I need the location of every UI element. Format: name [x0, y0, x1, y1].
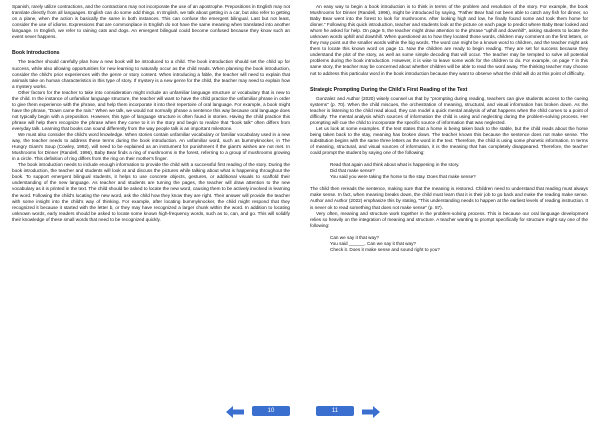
right-paragraph-2: Gonzalez and Author (2020) wisely counsel us that by "prompting during reading, teachers can give students access to the cueing systems" (p. 70). When the child miscues, the orchestration of meaning, structural, and visual information has broken down. As the teacher is listening to the child read aloud, they can model a quick mental analysis of what happens when the child comes to a point of difficulty. The mental analysis which sources of information the child is using and neglecting during the problem-solving process. Her prompting will cue the child to incorporate the specific source of information that was neglected.	[310, 95, 588, 125]
right-paragraph-4: The child then rereads the sentence, making sure that the meaning is restored. Children need to understand that reading must always make sense. In fact, when meaning breaks down, the child must learn that it is their job to go back and make the reading make sense. Author and Author (2022) emphasize this by stating, "This understanding needs to happen at the earliest levels of reading instruction. It is never ok to read something that does not make sense" (p. 87).	[310, 186, 588, 210]
previous-page-arrow-icon[interactable]	[226, 405, 244, 417]
left-paragraph-2: The teacher should carefully plan how a new book will be introduced to a child. The book introduction should set the child up for success, while also allowing opportunities for new learning to naturally occur as the child reads. When planning the book introduction, consider the child's prior experiences with the genre or story content. When introducing a fable, the teacher will need to explain that animals take on human characteristics in this type of story. If mystery is a new genre for the child, the teacher may need to explain how a mystery works.	[12, 59, 290, 89]
right-heading: Strategic Prompting During the Child's First Reading of the Text	[310, 86, 468, 93]
left-heading: Book Introductions	[12, 50, 60, 57]
right-paragraph-3: Let us look at some examples. If the text states that a horse is being taken back to the stable, but the child reads about the horse being taken back to the stay, meaning has broken down. The teacher knows this because the sentence does not make sense. The substitution begins with the same three letters as the word in the text. Therefore, the child is using some phonetic information. In terms of meaning, structural, and visual sources of information, it is the meaning that has completely disappeared. Therefore, the teacher could prompt the student by saying one of the following:	[310, 126, 588, 156]
right-page-number: 11	[316, 406, 354, 416]
right-paragraph-1: An easy way to begin a book introduction is to think in terms of the problem and resolution of the story. For example, the book Mushrooms for Dinner (Randell, 1996), might be introduced by saying, "Father Bear had not been able to catch any fish for dinner, so Baby Bear went into the forest to look for mushrooms. After looking high and low, he finally found some and took them home for dinner." Following this quick introduction, teacher and students look at the picture on each page to predict where Baby Bear looked and whom he asked for help. On page 5, the teacher might draw attention to the phrase "uphill and downhill", asking students to locate the unknown words uphill and downhill. When questioned as to how they located those words, children may comment on the first letters, or they may point out the smaller words within the big words. The word can might be a known word to children, and the teacher might ask them to locate this known word on page 11. Now the children are ready to begin reading. They are set for success because they understand the plot of the story, as well as some simple decoding that will occur. The teacher may be tempted to solve all potential problems during the book introduction. However, it is wise to leave some work for the children to do. For example, on page 7 in this same story, the teacher may be concerned about whether children will be able to read the word away. The thinking teacher may choose not to address this particular word in the book introduction because they want to observe what the child will do at this point of difficulty.	[310, 4, 588, 76]
right-page-footer	[316, 404, 380, 418]
left-paragraph-1: Spanish, rarely utilize contractions, and the contractions may not incorporate the use of an apostrophe. Prepositions in English may not translate directly from all languages. English can do some odd things. In English, we talk about getting in a car, but also refer to getting on a plane, when the action is basically the same in both instances. This can confuse the emergent bilingual. Last but not least, consider the use of idioms. Expressions that are commonplace in English do not have the same meaning when translated into another language. In English, we refer to raining cats and dogs. An emergent bilingual could become confused because they know such an event never happens.	[12, 4, 290, 40]
right-quote-2: Can we say it that way? You said ______. Can we say it that way? Check it. Does it make sense and sound right to you?	[330, 234, 440, 252]
left-paragraph-5: The book introduction needs to include enough information to provide the child with a successful first reading of the story. During the book introduction, the teacher and students will look at and discuss the pictures while talking about what is happening throughout the book. To support emergent bilingual students, it helps to use concrete objects, gestures, or additional visuals to scaffold their understanding of the new language. As teacher and students are turning the pages, the teacher will draw attention to the new vocabulary as it is printed in the text. The child should be asked to locate the new word, causing them to be actively involved in learning the word. Following the child's locating the new word, ask the child how they know they are right. Their answer will provide the teacher with some insight into the child's way of thinking. For example, after locating bummyknocker, the child might respond that they recognized it because it started with the letter b, or they may have recognized a larger chunk within the word. In addition to locating unknown words, early readers should be asked to locate some known high-frequency words, such as to, can, and go. This will solidify their knowledge of these small words that need to be recognized quickly.	[12, 162, 290, 222]
left-page-footer	[226, 404, 290, 418]
right-quote-1: Read that again and think about what is happening in the story. Did that make sense? You said you were taking the horse to the stay. Does that make sense?	[330, 162, 476, 180]
left-page-number: 10	[252, 406, 290, 416]
left-paragraph-3: Other factors for the teacher to take into consideration might include an unfamiliar language structure or vocabulary that is new to the child. In the instance of unfamiliar language structure, the teacher will want to have the child practice the unfamiliar phrase in order to give them experience with the phrase, and help them incorporate it into their repertoire of oral language. For example, a book might have the phrase, "Down came the rain." When we talk, we would not normally phrase a sentence this way because oral language does not typically begin with a preposition. However, this type of language structure is often found in stories. Having the child practice this phrase will help them recognize the phrase when they come to it in the story and begin to realize that "book talk" often differs from everyday talk. Learning that books can sound differently from the way people talk is an important milestone.	[12, 89, 290, 131]
left-paragraph-4: We must also consider the child's word knowledge. When stories contain unfamiliar vocabulary or familiar vocabulary used in a new way, the teacher needs to address these terms during the book introduction. An unfamiliar word, such as bummyknocker, in The Hungry Giant's Soup (Cowley, 1992), will need to be explained as an instrument for punishment if the giant's wishes are not met. In Mushrooms for Dinner (Randell, 1996), Baby Bear finds a ring of mushrooms in the forest, referring to a group of mushrooms growing in a circle. This definition of ring differs from the ring on their mother's finger.	[12, 132, 290, 162]
next-page-arrow-icon[interactable]	[362, 405, 380, 417]
right-page	[300, 0, 600, 424]
right-paragraph-5: Very often, meaning and structure work together in the problem-solving process. This is because our oral language development relies so heavily on the integration of meaning and structure. A teacher wanting to prompt specifically for structure might say one of the following:	[310, 210, 588, 228]
